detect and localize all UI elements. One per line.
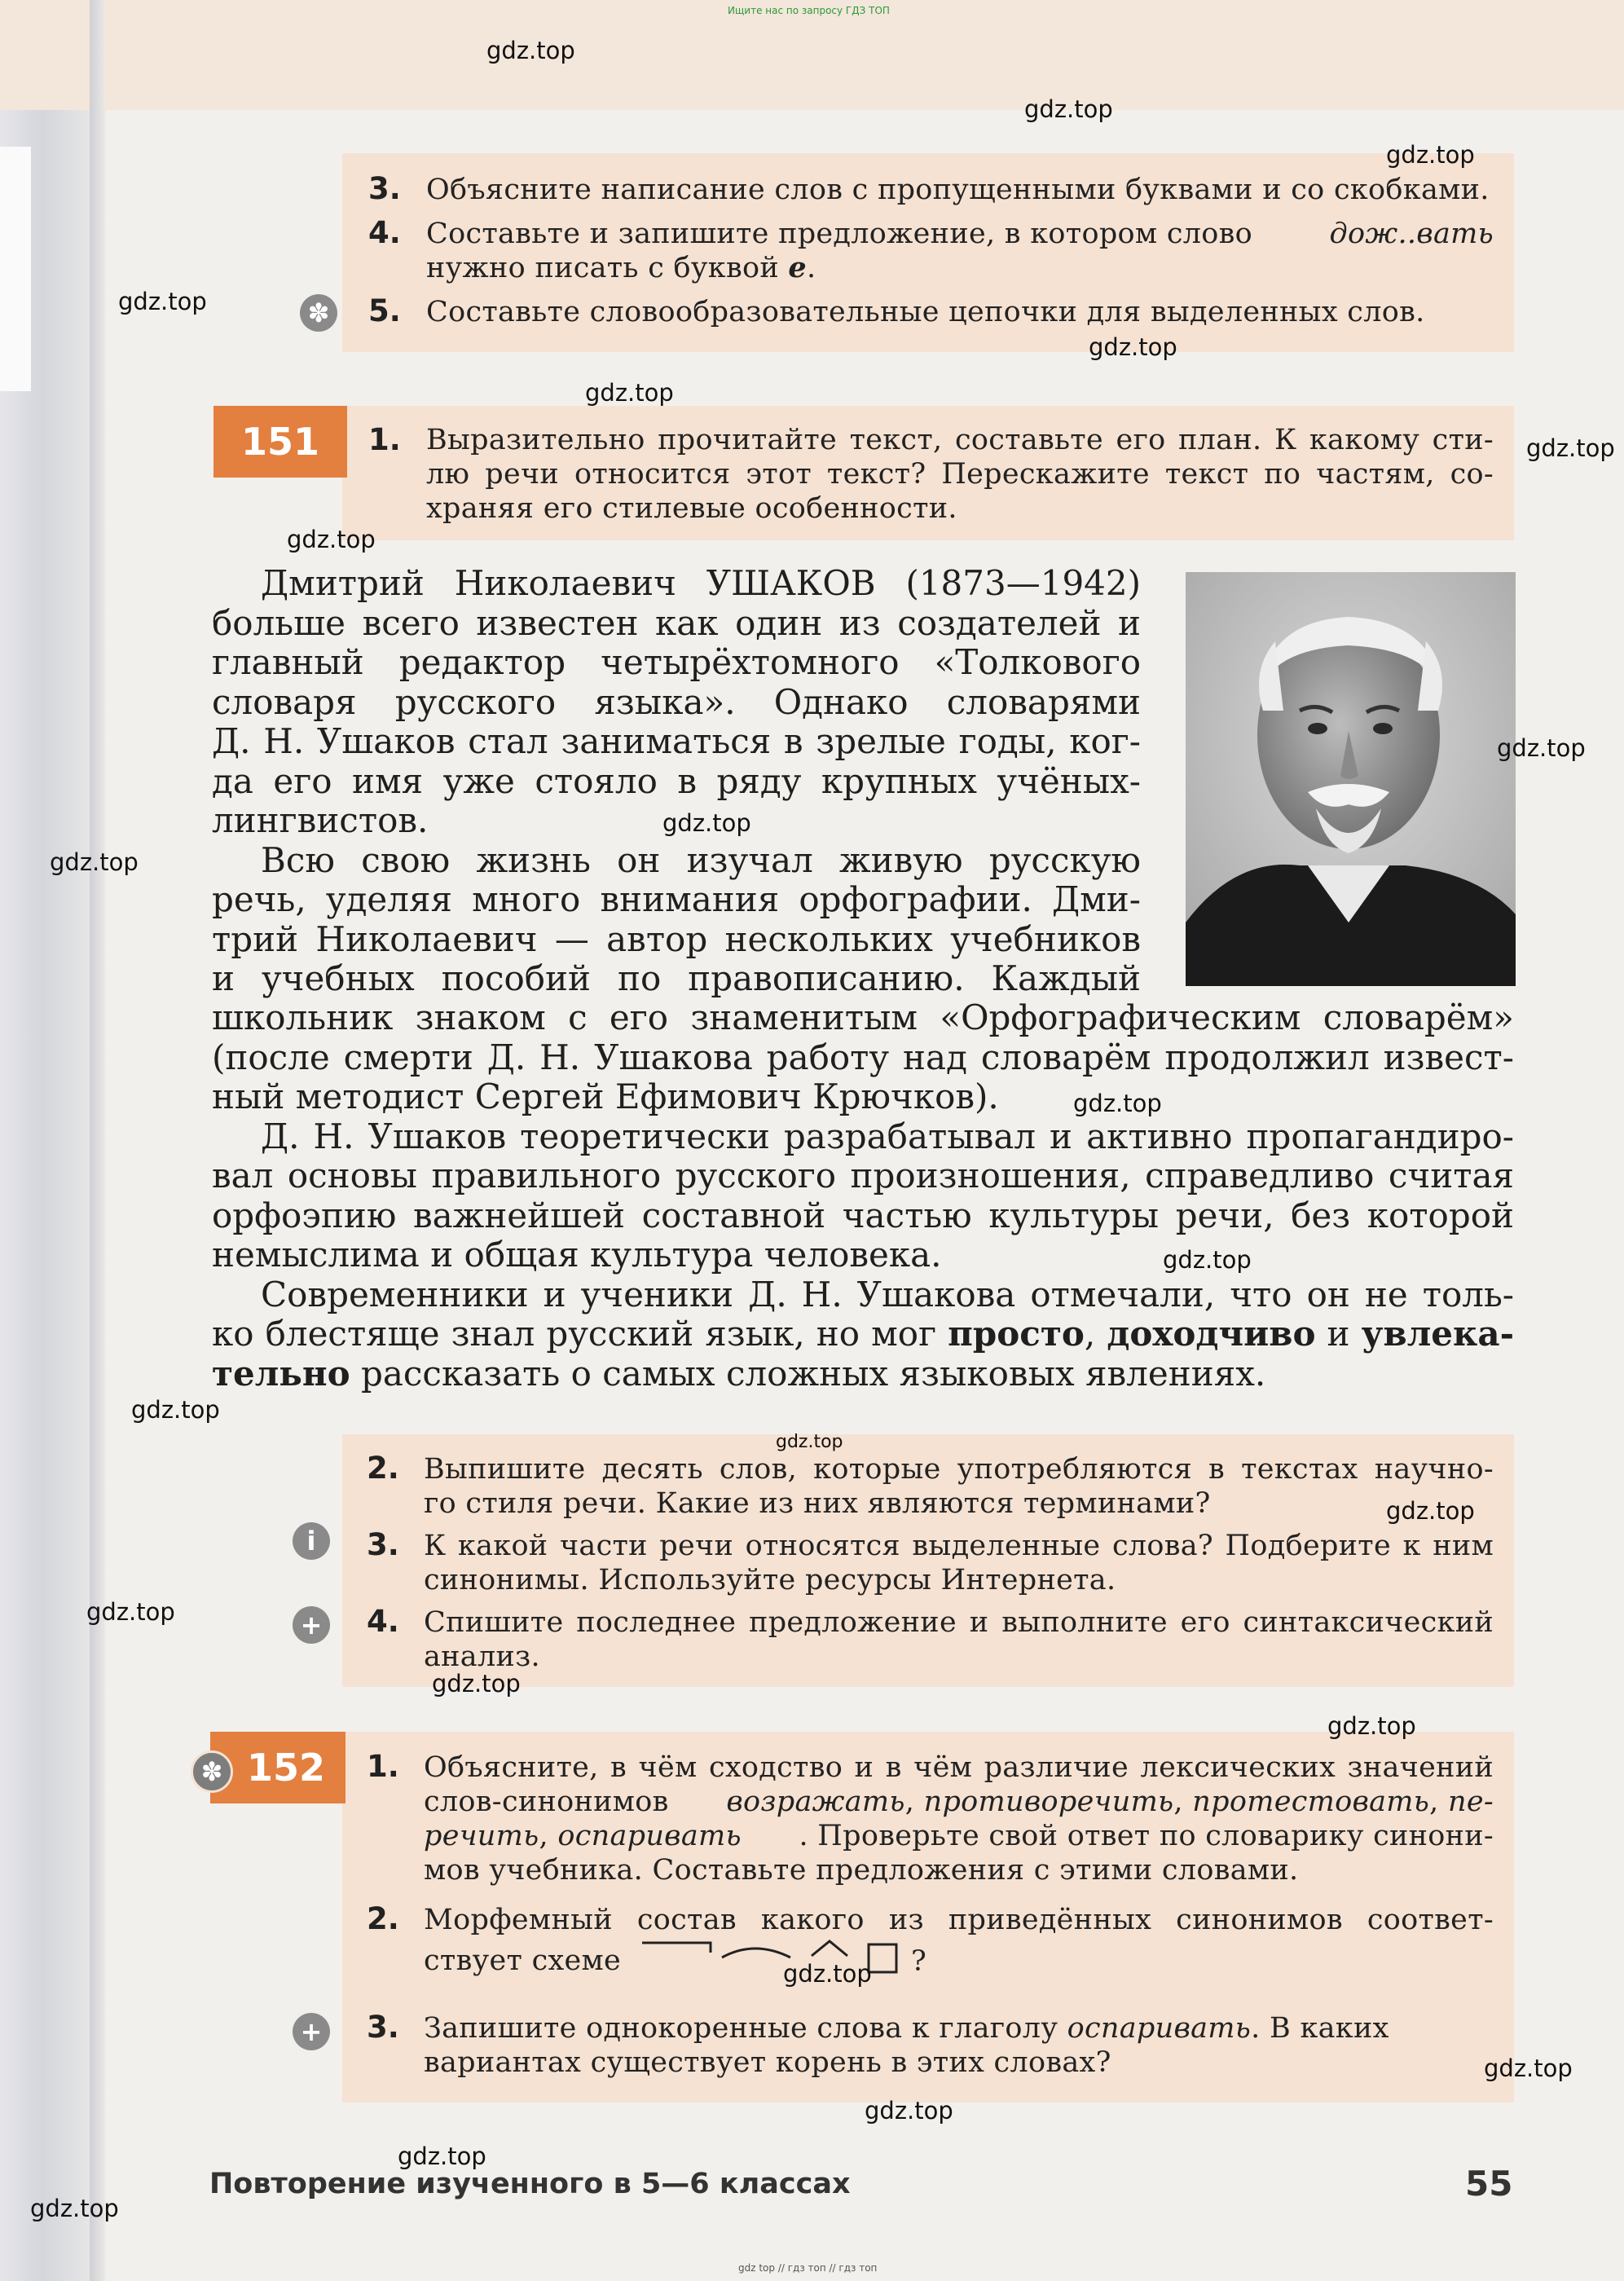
task-text-segment: слов-синонимов <box>424 1786 679 1818</box>
watermark: gdz.top <box>1526 434 1615 462</box>
watermark: gdz.top <box>1073 1090 1162 1117</box>
task-text <box>424 1452 1494 1521</box>
search-hint: Ищите нас по запросу ГДЗ ТОП <box>728 5 890 16</box>
task-line: храняя его стилевые особенности. <box>426 492 957 525</box>
text-segment: , <box>1084 1314 1107 1354</box>
text-line: речь, уделяя много внимания орфографии. Дми- <box>212 879 1141 919</box>
task-line: Спишите последнее предложение и выполните его синтаксический <box>424 1606 1494 1639</box>
top-band <box>0 0 1624 110</box>
footer-title: Повторение изученного в 5—6 классах <box>209 2168 851 2200</box>
task-text <box>424 1903 1494 1978</box>
exercise-number-badge: 151 <box>213 406 347 478</box>
text-line: главный редактор четырёхтомного «Толкового <box>212 642 1141 682</box>
text-line: и учебных пособий по правописанию. Каждый <box>212 958 1141 998</box>
italic-word: противоречить <box>923 1786 1174 1818</box>
comma: , <box>1429 1786 1449 1818</box>
watermark: gdz.top <box>30 2195 119 2222</box>
text-line: трий Николаевич — автор нескольких учебников <box>212 918 1141 959</box>
task-line: го стиля речи. Какие из них являются терминами? <box>424 1487 1211 1520</box>
text-line: Дмитрий Николаевич УШАКОВ (1873—1942) <box>261 563 1141 603</box>
watermark: gdz.top <box>432 1670 521 1698</box>
bold-word: доходчиво <box>1107 1314 1316 1354</box>
watermark: gdz.top <box>865 2097 953 2125</box>
task-line: мов учебника. Составьте предложения с этими словами. <box>424 1854 1299 1887</box>
task-line: ствует схеме <box>424 1944 622 1977</box>
task-text <box>426 251 1494 285</box>
task-number: 1. <box>367 1749 399 1784</box>
book-spine <box>90 0 104 2281</box>
task-text-segment <box>424 1819 742 1853</box>
text-line: немыслима и общая культура человека. <box>212 1235 942 1275</box>
italic-word: возражать <box>726 1786 905 1818</box>
task-line <box>424 1785 1494 1819</box>
main-text-left-column <box>212 564 1141 999</box>
task-line: Морфемный состав какого из приведённых синонимов соответ- <box>424 1904 1494 1936</box>
task-text-segment: . <box>807 252 816 284</box>
italic-word: дож..вать <box>1329 218 1494 250</box>
text-segment: и <box>1315 1314 1362 1354</box>
task-line: анализ. <box>424 1640 540 1673</box>
text-line <box>212 1314 1514 1354</box>
watermark: gdz.top <box>585 379 674 407</box>
watermark: gdz.top <box>86 1598 175 1626</box>
task-text <box>424 1529 1494 1597</box>
task-text <box>424 1605 1494 1674</box>
task-text <box>426 217 1494 251</box>
watermark: gdz.top <box>1484 2054 1573 2082</box>
star-icon: ✽ <box>300 294 337 332</box>
main-text-full-width <box>212 998 1514 1394</box>
task-text-segment <box>424 2011 1389 2045</box>
task-text: Составьте словообразовательные цепочки для выделенных слов. <box>426 296 1425 328</box>
task-number: 3. <box>367 2010 399 2045</box>
watermark: gdz.top <box>118 288 207 315</box>
watermark: gdz.top <box>1497 734 1586 762</box>
task-number: 1. <box>368 422 401 457</box>
task-text <box>426 423 1494 526</box>
task-line: синонимы. Используйте ресурсы Интернета. <box>424 1564 1116 1596</box>
watermark: gdz.top <box>486 37 575 64</box>
text-line: да его имя уже стояло в ряду крупных учёных- <box>212 760 1141 801</box>
info-icon: i <box>293 1522 330 1560</box>
task-text <box>424 1750 1494 1887</box>
task-number: 3. <box>368 171 401 206</box>
text-line: Всю свою жизнь он изучал живую русскую <box>261 839 1141 880</box>
comma: , <box>904 1786 924 1818</box>
italic-word: оспаривать <box>1067 2012 1252 2045</box>
task-text-segment: Запишите однокоренные слова к глаголу <box>424 2012 1067 2045</box>
page-number: 55 <box>1465 2164 1513 2204</box>
italic-word: протестовать <box>1192 1786 1430 1818</box>
watermark: gdz.top <box>1089 333 1177 361</box>
text-line: Д. Н. Ушаков теоретически разрабатывал и активно пропагандиро- <box>261 1116 1514 1156</box>
italic-word: речить <box>424 1820 539 1852</box>
watermark: gdz.top <box>1386 141 1475 169</box>
footer-links: gdz top // гдз топ // гдз топ <box>738 2262 878 2274</box>
task-text-segment: нужно писать с буквой <box>426 252 789 284</box>
task-line: Выразительно прочитайте текст, составьте его план. К какому сти- <box>426 424 1494 456</box>
bold-word: тельно <box>212 1353 350 1394</box>
task-line: вариантах существует корень в этих словах? <box>424 2046 1111 2079</box>
task-line <box>424 1819 1494 1853</box>
text-line: ный методист Сергей Ефимович Крючков). <box>212 1077 999 1116</box>
task-line: Объясните, в чём сходство и в чём различие лексических значений <box>424 1751 1494 1784</box>
watermark: gdz.top <box>662 809 751 837</box>
italic-word: оспаривать <box>557 1820 742 1852</box>
bold-word: просто <box>948 1314 1085 1354</box>
italic-letter: е <box>788 251 807 284</box>
text-segment: ко блестяще знал русский язык, но мог <box>212 1314 948 1354</box>
text-segment: рассказать о самых сложных языковых явлениях. <box>350 1353 1266 1394</box>
text-line: Д. Н. Ушаков стал заниматься в зрелые годы, ког- <box>212 721 1141 761</box>
text-line: лингвистов. <box>212 800 429 840</box>
text-line: школьник знаком с его знаменитым «Орфографическим словарём» <box>212 997 1514 1037</box>
plus-icon: + <box>293 2013 330 2050</box>
task-line: Выпишите десять слов, которые употребляются в текстах научно- <box>424 1453 1494 1486</box>
watermark: gdz.top <box>398 2142 486 2170</box>
task-line: К какой части речи относятся выделенные слова? Подберите к ним <box>424 1530 1494 1562</box>
text-line: вал основы правильного русского произношения, справедливо считая <box>212 1156 1514 1196</box>
watermark: gdz.top <box>1163 1246 1252 1274</box>
task-number: 2. <box>367 1901 399 1936</box>
task-text-segment: . В каких <box>1251 2012 1389 2045</box>
watermark: gdz.top <box>776 1432 843 1452</box>
text-line: Современники и ученики Д. Н. Ушакова отмечали, что он не толь- <box>261 1274 1514 1314</box>
task-line <box>424 2011 1494 2045</box>
italic-word: пе- <box>1448 1786 1494 1818</box>
question-mark: ? <box>911 1945 927 1978</box>
comma: , <box>539 1820 558 1852</box>
text-line: больше всего известен как один из создателей и <box>212 602 1141 643</box>
task-number: 2. <box>367 1451 399 1486</box>
text-line: орфоэпию важнейшей составной частью культуры речи, без которой <box>212 1195 1514 1235</box>
watermark: gdz.top <box>1024 95 1113 123</box>
task-number: 4. <box>368 215 401 250</box>
task-line: лю речи относится этот текст? Перескажите текст по частям, со- <box>426 458 1494 491</box>
bold-word: увлека- <box>1361 1314 1515 1354</box>
text-line <box>212 1354 1514 1394</box>
star-icon: ✽ <box>191 1750 233 1793</box>
watermark: gdz.top <box>287 526 376 553</box>
watermark: gdz.top <box>1386 1497 1475 1525</box>
task-number: 4. <box>367 1604 399 1639</box>
task-text-segment: Составьте и запишите предложение, в котором слово <box>426 218 1262 250</box>
watermark: gdz.top <box>50 848 139 876</box>
watermark: gdz.top <box>1327 1712 1416 1740</box>
comma: , <box>1173 1786 1193 1818</box>
watermark: gdz.top <box>783 1960 872 1988</box>
text-line: (после смерти Д. Н. Ушакова работу над словарём продолжил извест- <box>212 1037 1514 1077</box>
task-text <box>424 2011 1494 2080</box>
portrait-photo <box>1186 572 1516 986</box>
left-strip <box>0 147 31 391</box>
text-line: словаря русского языка». Однако словарями <box>212 681 1141 722</box>
task-text: Объясните написание слов с пропущенными буквами и со скобками. <box>426 174 1490 206</box>
exercise-number-badge: 152 <box>210 1732 345 1803</box>
task-text-segment: . Проверьте свой ответ по словарику синони- <box>799 1820 1494 1852</box>
synonyms-line <box>726 1785 1494 1819</box>
watermark: gdz.top <box>131 1396 220 1424</box>
task-number: 5. <box>368 293 401 328</box>
task-number: 3. <box>367 1527 399 1562</box>
plus-icon: + <box>293 1606 330 1644</box>
